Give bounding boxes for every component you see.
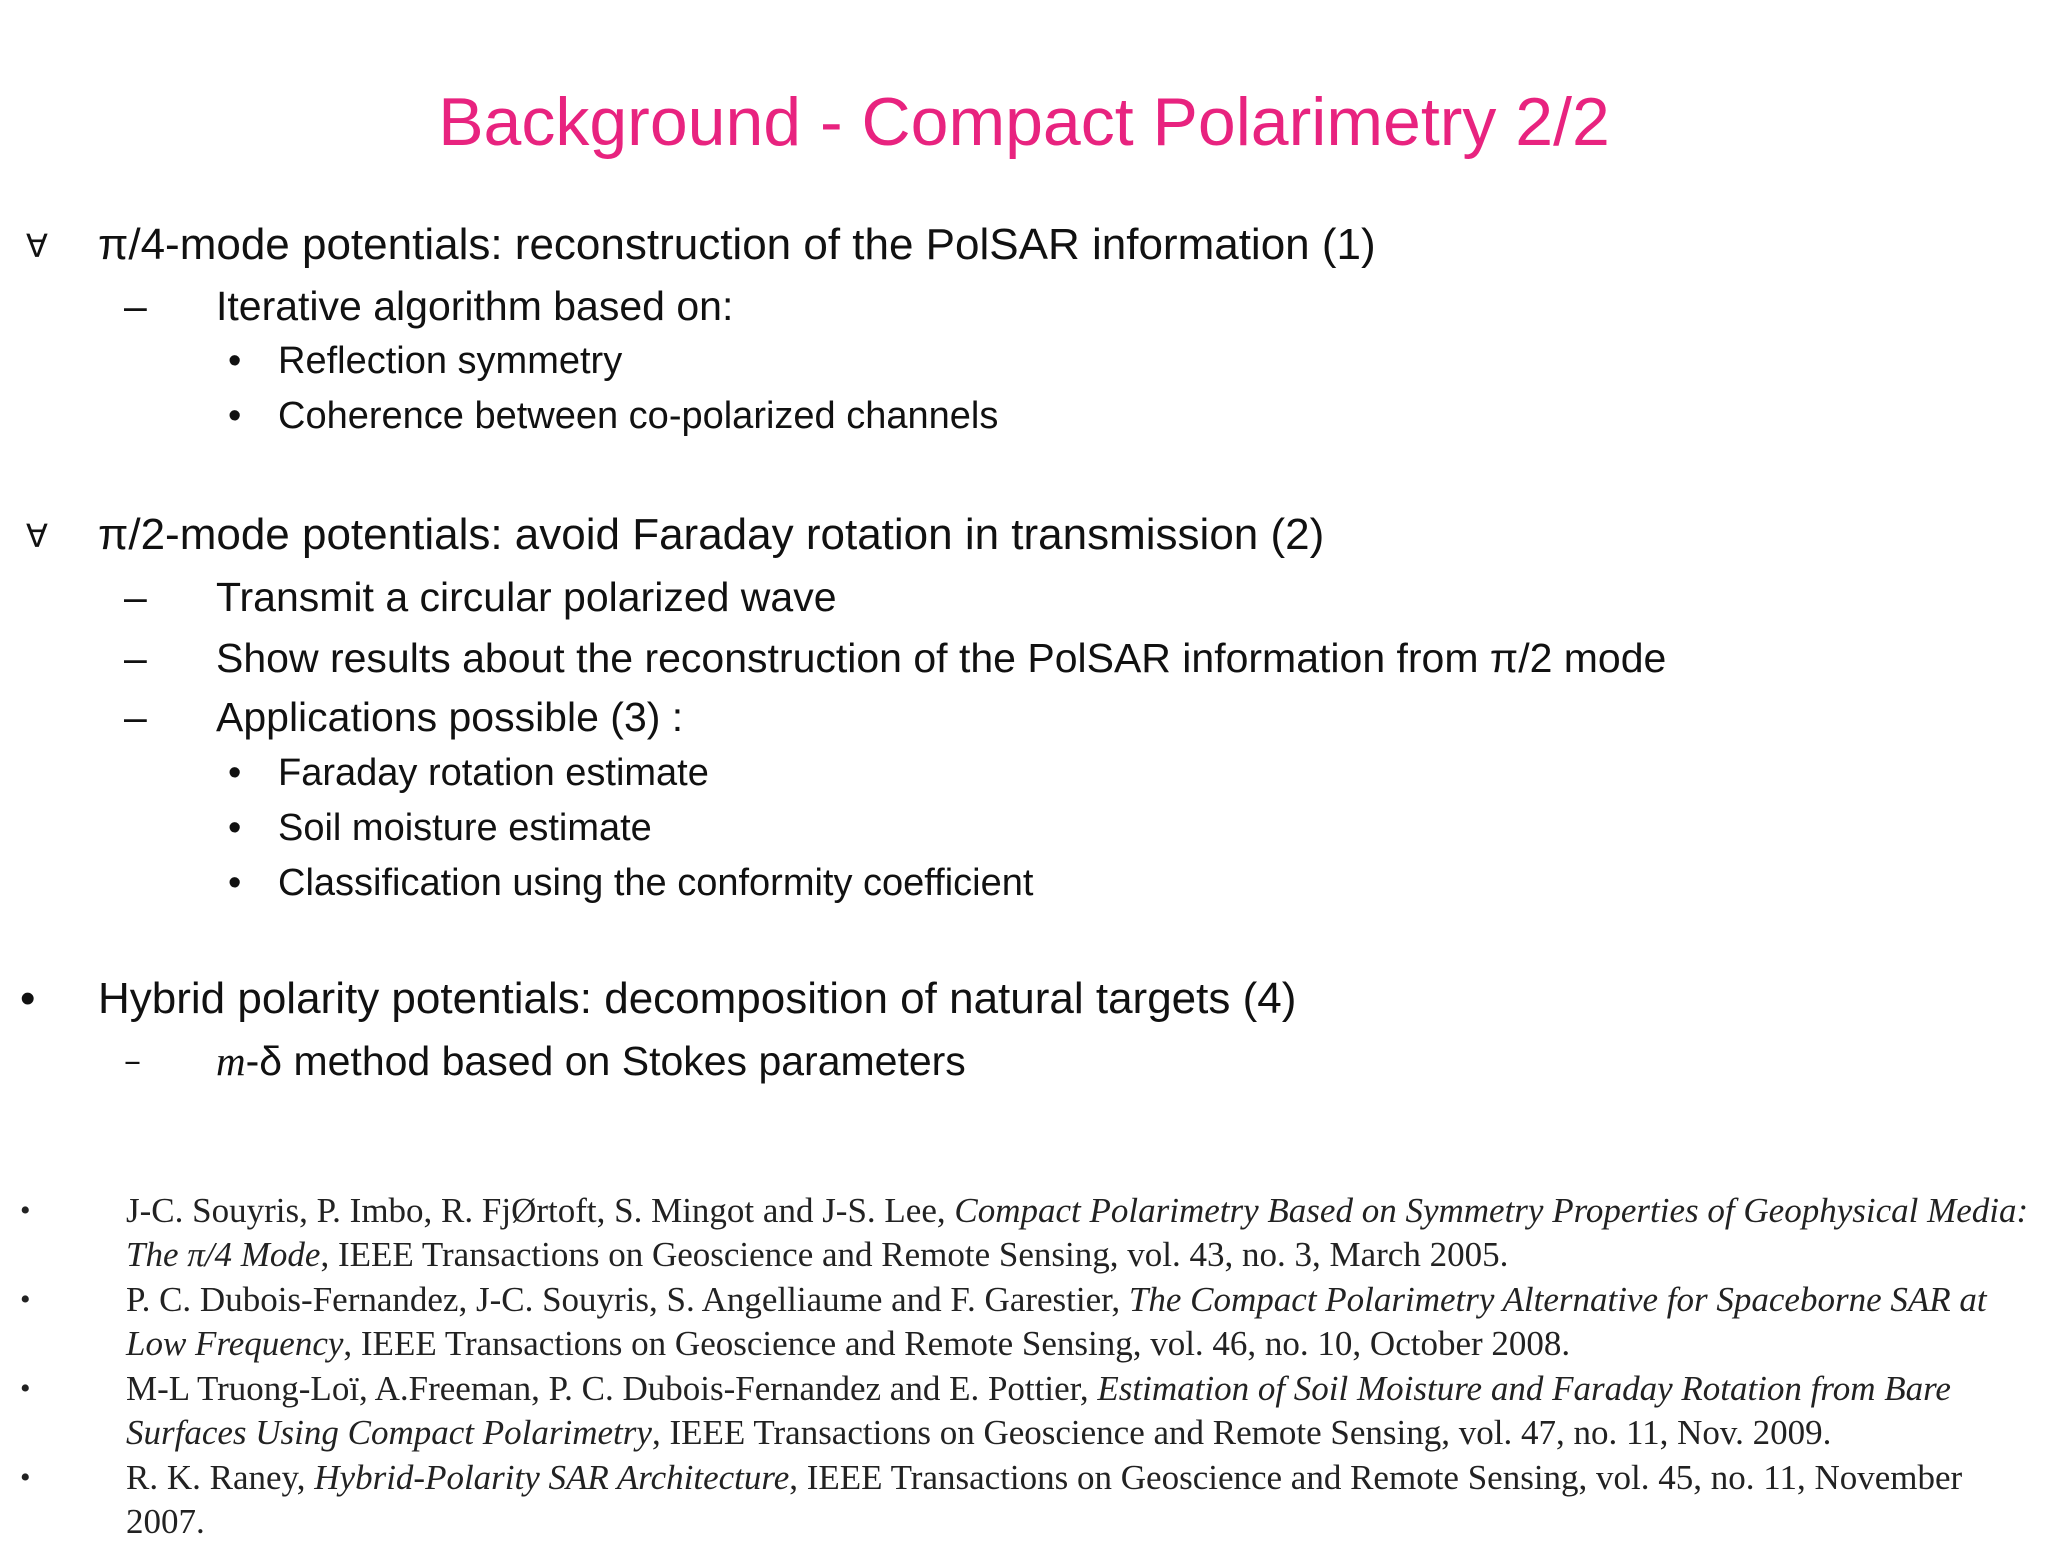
dash-bullet-icon: – [124,635,147,681]
reference-authors: M-L Truong-Loï, A.Freeman, P. C. Dubois-Fernandez and E. Pottier, [126,1369,1098,1408]
dot-bullet-icon: • [228,395,242,437]
section1-bullet-text: Coherence between co-polarized channels [278,395,999,437]
section2-sub-text: Show results about the reconstruction of the PolSAR information from π/2 mode [216,635,1667,681]
dot-bullet-icon: • [20,974,36,1023]
section1-bullet-text: Reflection symmetry [278,340,623,382]
reference-item [20,1189,2030,1277]
forall-bullet-icon: ∀ [26,517,48,555]
dot-bullet-icon: • [228,340,242,382]
section3-sub-text [216,1036,966,1086]
reference-item [20,1456,2030,1544]
dot-bullet-icon: • [228,752,242,794]
reference-title: Estimation of Soil Moisture and Faraday Rotation from Bare Surfaces Using Compact Polarimetry [126,1369,1951,1452]
dash-bullet-icon: – [124,283,147,329]
section2-bullet-text: Faraday rotation estimate [278,752,709,794]
section2-bullet-text: Soil moisture estimate [278,807,652,849]
reference-text [126,1278,2030,1366]
dot-bullet-icon: • [20,1461,31,1494]
section2-bullet-text: Classification using the conformity coefficient [278,862,1034,904]
section1-heading: π/4-mode potentials: reconstruction of the PolSAR information (1) [98,220,1376,269]
m-symbol: m [216,1038,246,1084]
reference-text [126,1189,2030,1277]
dot-bullet-icon: • [20,1372,31,1405]
section2-heading: π/2-mode potentials: avoid Faraday rotation in transmission (2) [98,510,1325,559]
dash-bullet-icon: – [124,574,147,620]
section3-sub-rest: -δ method based on Stokes parameters [245,1038,966,1084]
forall-bullet-icon: ∀ [26,227,48,265]
reference-authors: J-C. Souyris, P. Imbo, R. FjØrtoft, S. Mingot and J-S. Lee, [126,1191,955,1230]
dash-bullet-icon: – [124,1041,141,1081]
reference-authors: R. K. Raney, [126,1458,315,1497]
reference-source: , IEEE Transactions on Geoscience and Remote Sensing, vol. 46, no. 10, October 2008. [343,1324,1571,1363]
dash-bullet-icon: – [124,694,147,740]
reference-source: , IEEE Transactions on Geoscience and Remote Sensing, vol. 47, no. 11, Nov. 2009. [651,1413,1832,1452]
dot-bullet-icon: • [20,1194,31,1227]
reference-text [126,1456,2030,1544]
slide-title: Background - Compact Polarimetry 2/2 [438,84,1610,160]
reference-item [20,1278,2030,1366]
section2-sub-text: Applications possible (3) : [216,694,684,740]
dot-bullet-icon: • [228,862,242,904]
section3-heading: Hybrid polarity potentials: decomposition of natural targets (4) [98,974,1297,1023]
dot-bullet-icon: • [228,807,242,849]
reference-item [20,1367,2030,1455]
reference-title: Hybrid-Polarity SAR Architecture [314,1458,790,1497]
reference-text [126,1367,2030,1455]
reference-source: , IEEE Transactions on Geoscience and Remote Sensing, vol. 45, no. 11, November 2007. [126,1458,1963,1541]
reference-source: , IEEE Transactions on Geoscience and Remote Sensing, vol. 43, no. 3, March 2005. [320,1235,1509,1274]
reference-title: The Compact Polarimetry Alternative for Spaceborne SAR at Low Frequency [126,1280,1987,1363]
section2-sub-text: Transmit a circular polarized wave [216,574,837,620]
section1-sub1-text: Iterative algorithm based on: [216,283,734,329]
reference-title: Compact Polarimetry Based on Symmetry Properties of Geophysical Media: The π/4 Mode [126,1191,2029,1274]
reference-authors: P. C. Dubois-Fernandez, J-C. Souyris, S. Angelliaume and F. Garestier, [126,1280,1129,1319]
dot-bullet-icon: • [20,1283,31,1316]
